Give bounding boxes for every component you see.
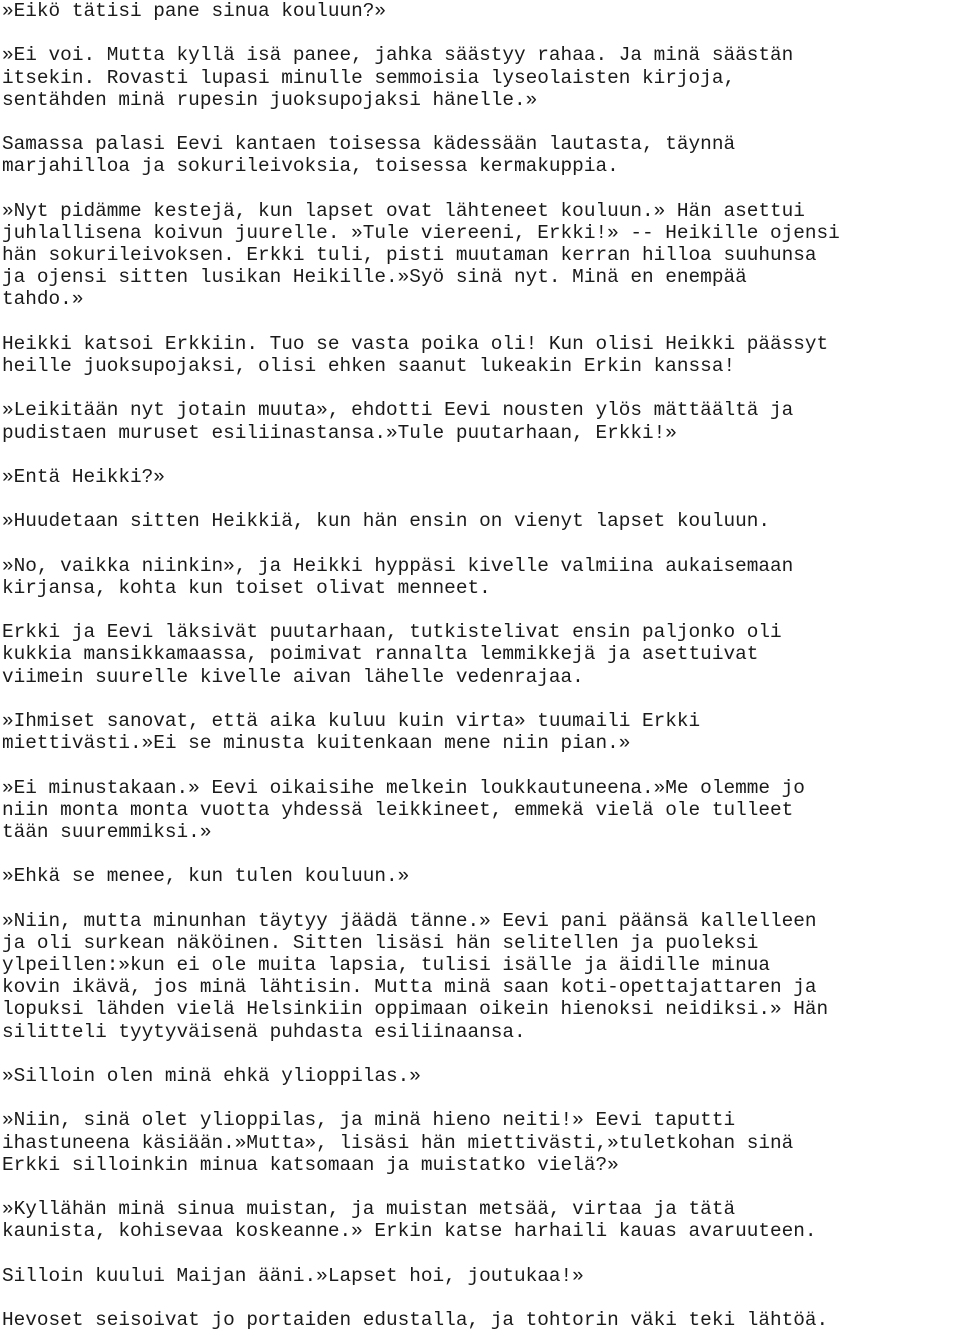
text-line: Samassa palasi Eevi kantaen toisessa kädessään lautasta, täynnä	[2, 133, 736, 156]
text-line: »Huudetaan sitten Heikkiä, kun hän ensin on vienyt lapset kouluun.	[2, 510, 770, 533]
paragraph-gap	[2, 754, 958, 776]
text-line: Hevoset seisoivat jo portaiden edustalla, ja tohtorin väki teki lähtöä.	[2, 1309, 829, 1332]
text-line: miettivästi.»Ei se minusta kuitenkaan mene niin pian.»	[2, 732, 631, 755]
paragraph-gap	[2, 1243, 958, 1265]
text-line: »Ei minustakaan.» Eevi oikaisihe melkein loukkautuneena.»Me olemme jo	[2, 776, 805, 799]
paragraph-gap	[2, 688, 958, 710]
paragraph-gap	[2, 599, 958, 621]
text-line: niin monta monta vuotta yhdessä leikkineet, emmekä vielä ole tulleet	[2, 798, 794, 821]
text-line: »No, vaikka niinkin», ja Heikki hyppäsi kivelle valmiina aukaisemaan	[2, 554, 794, 577]
text-line: Erkki silloinkin minua katsomaan ja muistatko vielä?»	[2, 1153, 619, 1176]
text-line: »Leikitään nyt jotain muuta», ehdotti Eevi nousten ylös mättäältä ja	[2, 399, 794, 422]
text-line: sentähden minä rupesin juoksupojaksi hänelle.»	[2, 88, 538, 111]
paragraph-gap	[2, 1043, 958, 1065]
paragraph-gap	[2, 843, 958, 865]
text-line: heille juoksupojaksi, olisi ehken saanut lukeakin Erkin kanssa!	[2, 355, 736, 377]
text-line: hän sokurileivoksen. Erkki tuli, pisti muutaman kerran hilloa suuhunsa	[2, 244, 817, 267]
paragraph-gap	[2, 22, 958, 44]
text-line: »Niin, sinä olet ylioppilas, ja minä hieno neiti!» Eevi taputti	[2, 1109, 736, 1132]
document-page	[2, 0, 958, 1331]
paragraph-gap	[2, 533, 958, 555]
text-line: lopuksi lähden vielä Helsinkiin oppimaan oikein hienoksi neidiksi.» Hän	[2, 998, 829, 1021]
paragraph-gap	[2, 111, 958, 133]
text-line: »Ihmiset sanovat, että aika kuluu kuin virta» tuumaili Erkki	[2, 710, 701, 732]
text-line: itsekin. Rovasti lupasi minulle semmoisia lyseolaisten kirjoja,	[2, 66, 736, 89]
text-line: »Silloin olen minä ehkä ylioppilas.»	[2, 1065, 421, 1087]
text-line: »Nyt pidämme kestejä, kun lapset ovat lähteneet kouluun.» Hän asettui	[2, 199, 805, 222]
paragraph-gap	[2, 888, 958, 910]
paragraph-gap	[2, 377, 958, 399]
text-line: tään suuremmiksi.»	[2, 820, 212, 843]
text-line: »Eikö tätisi pane sinua kouluun?»	[2, 0, 386, 22]
text-line: kaunista, kohisevaa koskeanne.» Erkin katse harhaili kauas avaruuteen.	[2, 1220, 817, 1243]
text-line: ylpeillen:»kun ei ole muita lapsia, tulisi isälle ja äidille minua	[2, 954, 770, 977]
paragraph-gap	[2, 1087, 958, 1109]
text-line: »Niin, mutta minunhan täytyy jäädä tänne.» Eevi pani päänsä kallelleen	[2, 909, 817, 932]
text-line: Heikki katsoi Erkkiin. Tuo se vasta poika oli! Kun olisi Heikki päässyt	[2, 332, 829, 355]
paragraph-gap	[2, 1287, 958, 1309]
text-line: ihastuneena käsiään.»Mutta», lisäsi hän miettivästi,»tuletkohan sinä	[2, 1131, 794, 1154]
text-line: »Kyllähän minä sinua muistan, ja muistan metsää, virtaa ja tätä	[2, 1198, 736, 1221]
text-line: juhlallisena koivun juurelle. »Tule viereeni, Erkki!» -- Heikille ojensi	[2, 221, 840, 244]
text-line: ja oli surkean näköinen. Sitten lisäsi hän selitellen ja puoleksi	[2, 931, 759, 954]
paragraph-gap	[2, 311, 958, 333]
text-line: tahdo.»	[2, 288, 84, 311]
text-line: kirjansa, kohta kun toiset olivat menneet.	[2, 576, 491, 599]
text-line: silitteli tyytyväisenä puhdasta esiliinaansa.	[2, 1020, 526, 1043]
paragraph-gap	[2, 488, 958, 510]
paragraph-gap	[2, 178, 958, 200]
text-line: ja ojensi sitten lusikan Heikille.»Syö sinä nyt. Minä en enempää	[2, 266, 747, 289]
text-line: Silloin kuului Maijan ääni.»Lapset hoi, joutukaa!»	[2, 1264, 584, 1287]
text-line: kukkia mansikkamaassa, poimivat rannalta lemmikkejä ja asettuivat	[2, 643, 759, 666]
text-line: »Ei voi. Mutta kyllä isä panee, jahka säästyy rahaa. Ja minä säästän	[2, 44, 794, 67]
paragraph-gap	[2, 1176, 958, 1198]
text-line: Erkki ja Eevi läksivät puutarhaan, tutkistelivat ensin paljonko oli	[2, 621, 782, 644]
text-line: »Ehkä se menee, kun tulen kouluun.»	[2, 865, 410, 888]
text-line: marjahilloa ja sokurileivoksia, toisessa kermakuppia.	[2, 155, 619, 178]
text-line: kovin ikävä, jos minä lähtisin. Mutta minä saan koti-opettajattaren ja	[2, 976, 817, 999]
text-line: pudistaen muruset esiliinastansa.»Tule puutarhaan, Erkki!»	[2, 421, 677, 444]
text-line: »Entä Heikki?»	[2, 465, 165, 488]
text-line: viimein suurelle kivelle aivan lähelle vedenrajaa.	[2, 665, 584, 688]
paragraph-gap	[2, 444, 958, 466]
